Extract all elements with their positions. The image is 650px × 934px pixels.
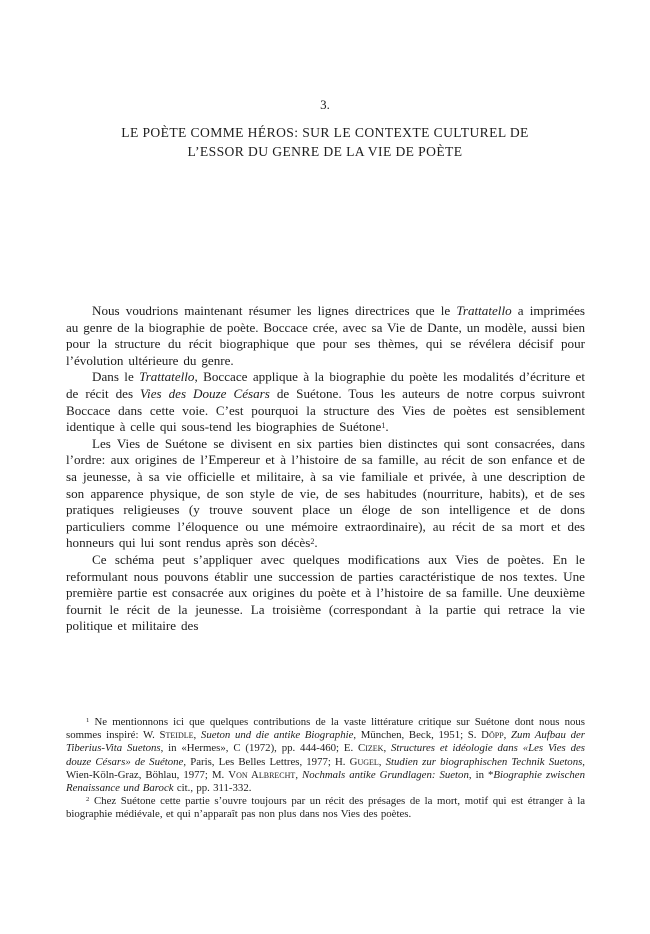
body-text — [66, 303, 585, 635]
footnote-1: $^1$ Ne mentionnons ici que quelques contributions de la vaste littérature critique sur Suétone dont nous nous sommes inspiré: W. Steidle, Sueton und die antike Biographie, München, Beck, 1951; S. Döpp, Zum Aufbau der Tiberius-Vita Suetons, in «Hermes», C (1972), pp. 444-460; E. Cizek, Structures et idéologie dans «Les Vies des douze Césars» de Suétone, Paris, Les Belles Lettres, 1977; H. Gugel, Studien zur biographischen Technik Suetons, Wien-Köln-Graz, Böhlau, 1977; M. Von Albrecht, Nochmals antike Grundlagen: Sueton, in *Biographie zwischen Renaissance und Barock cit., pp. 311-332. — [66, 716, 585, 795]
body-paragraph-4: Ce schéma peut s’appliquer avec quelques modifications aux Vies de poètes. En le reformulant nous pouvons établir une succession de parties caractéristique de nos textes. Une première partie est consacrée aux origines du poète et à l’histoire de sa famille. Une deuxième fournit le récit de la jeunesse. La troisième (correspondant à la partie qui retrace la vie politique et militaire des — [66, 551, 585, 634]
body-paragraph-2: Dans le Trattatello, Boccace applique à la biographie du poète les modalités d’écriture et de récit des Vies des Douze Césars de Suétone. Tous les auteurs de notre corpus suivront Boccace dans cette voie. C’est pourquoi la structure des Vies de poètes est sensiblement identique à celle qui sous-tend les biographies de Suétone$^1$. — [66, 369, 585, 435]
chapter-number: 3. — [320, 97, 330, 112]
chapter-title-line-1: LE POÈTE COMME HÉROS: SUR LE CONTEXTE CULTUREL DE — [121, 125, 529, 140]
chapter-title-line-2: L’ESSOR DU GENRE DE LA VIE DE POÈTE — [187, 144, 463, 159]
body-paragraph-1: Nous voudrions maintenant résumer les lignes directrices que le Trattatello a imprimées au genre de la biographie de poète. Boccace crée, avec sa Vie de Dante, un modèle, aussi bien pour la structure du récit biographique que pour ses thèmes, qui se révélera décisif pour l’évolution ultérieure du genre. — [66, 303, 585, 368]
footnote-2: $^2$ Chez Suétone cette partie s’ouvre toujours par un récit des présages de la mort, motif qui est étranger à la biographie médiévale, et qui n’apparaît pas non plus dans nos Vies des poètes. — [66, 795, 585, 821]
body-paragraph-3: Les Vies de Suétone se divisent en six parties bien distinctes qui sont consacrées, dans l’ordre: aux origines de l’Empereur et à l’histoire de sa famille, au récit de son enfance et de sa jeunesse, à sa vie officielle et militaire, à sa vie familiale et privée, à une description de son apparence physique, de son style de vie, de ses habitudes (nourriture, habits), et de ses pratiques religieuses (y trouve souvent place un éloge de son intelligence et de dons particuliers comme l’éloquence ou une mémoire extraordinaire), au récit de sa mort et des honneurs qui lui sont rendus après son décès$^2$. — [66, 435, 585, 551]
footnotes-block — [66, 716, 585, 822]
chapter-title — [45, 123, 605, 161]
